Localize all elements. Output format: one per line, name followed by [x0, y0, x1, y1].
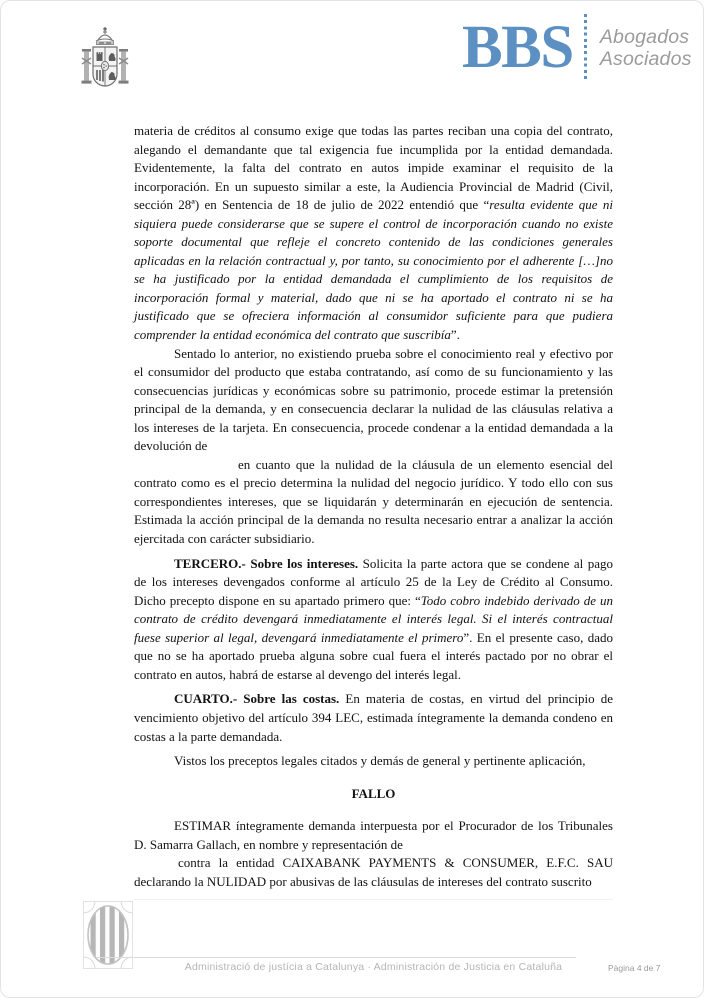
redacted-name-blank: [134, 866, 178, 867]
text-run: Solicita la parte actora que se condene al pago de los intereses devengados conforme al artículo 25 de la Ley de Crédito al Consumo. Dicho precepto dispone en su apartado primero que: “: [134, 555, 613, 608]
paragraph-estimar: [134, 817, 613, 891]
section-heading-tercero: TERCERO.- Sobre los intereses.: [174, 555, 359, 571]
text-run: En materia de costas, en virtud del principio de vencimiento objetivo del artículo 394 LEC, estimada íntegramente la demanda condeno en costas a la parte demandada.: [134, 691, 613, 744]
text-run: en cuanto que la nulidad de la cláusula de un elemento esencial del contrato como es el precio determina la nulidad del negocio jurídico. Y todo ello con sus correspondientes intereses, que se liquidarán y determinarán en ejecución de sentencia. Estimada la acción principal de la demanda no resulta necesario entrar a analizar la acción ejercitada con carácter subsidiario.: [134, 456, 613, 547]
bbs-subtitle-line1: Abogados: [599, 25, 690, 48]
quote-italic-run: Todo cobro indebido derivado de un contrato de crédito devengará inmediatamente el interés legal. Si el interés contractual fuese superior al legal, devengará inmediatamente el primero: [134, 592, 613, 645]
quote-italic-run: resulta evidente que ni siquiera puede considerarse que se supere el control de incorporación cuando no existe soporte documental que refleje el concreto contenido de las condiciones generales aplicadas en la relación contractual y, por tanto, su conocimiento por el adherente […]no se ha justificado por la entidad demandada el cumplimiento de los requisitos de incorporación formal y material, dado que ni se ha aportado el contrato ni se ha justificado que se ofreciera información al consumidor suficiente para que pudiera comprender la entidad económica del contrato que suscribía: [134, 197, 613, 343]
text-run: ESTIMAR íntegramente demanda interpuesta por el Procurador de los Tribunales D. Samarra Gallach, en nombre y representación de: [134, 818, 613, 852]
footer-faint-divider: [134, 899, 613, 900]
text-run: contra la entidad CAIXABANK PAYMENTS & CONSUMER, E.F.C. SAU declarando la NULIDAD por abusivas de las cláusulas de intereses del contrato suscrito: [134, 855, 613, 889]
text-run: materia de créditos al consumo exige que todas las partes reciban una copia del contrato, alegando el demandante que tal exigencia fue incumplida por la entidad demandada. Evidentemente, la falta del contrato en autos impide examinar el requisito de la incorporación. En un supuesto similar a este, la Audiencia Provincial de Madrid (Civil, sección 28ª) en Sentencia de 18 de julio de 2022 entendió que “: [134, 123, 613, 213]
paragraph-sentado: [134, 345, 613, 549]
redacted-amount-blank: [134, 468, 238, 469]
bbs-logo-subtitle: [600, 26, 692, 71]
text-run: ”.: [450, 327, 460, 343]
paragraph-tercero: [134, 555, 613, 685]
page-number: Pàgina 4 de 7: [608, 963, 661, 973]
bbs-logo: [462, 14, 692, 82]
section-heading-cuarto: CUARTO.- Sobre las costas.: [174, 691, 340, 707]
text-run: Sentado lo anterior, no existiendo prueba sobre el conocimiento real y efectivo por el consumidor del producto que estaba contratando, así como de su funcionamiento y las consecuencias jurídicas y económicas sobre su patrimonio, procede estimar la pretensión principal de la demanda, y en consecuencia declarar la nulidad de las cláusulas relativa a los intereses de la tarjeta. En consecuencia, procede condenar a la entidad demandada a la devolución de: [134, 345, 613, 454]
fallo-heading: FALLO: [351, 785, 396, 801]
bbs-subtitle-line2: Asociados: [599, 48, 692, 70]
text-run: ”. En el presente caso, dado que no se ha aportado prueba alguna sobre cual fuera el interés pactado por no obrar el contrato en autos, habrá de estarse al devengo del interés legal.: [134, 629, 613, 682]
bbs-logo-text: BBS: [462, 14, 573, 81]
catalonia-emblem-icon: [83, 901, 133, 969]
spain-coat-of-arms-icon: [79, 25, 131, 97]
text-run: Vistos los preceptos legales citados y demás de general y pertinente aplicación,: [174, 753, 586, 769]
paragraph-incorporacion: [134, 122, 613, 345]
paragraph-cuarto: [134, 690, 613, 746]
dotted-separator-icon: [584, 14, 587, 82]
paragraph-vistos: [134, 752, 613, 771]
footer-divider: [96, 957, 576, 958]
footer-administration-text: Administració de justícia a Catalunya · Administración de Justicia en Cataluña: [184, 961, 563, 973]
judgment-text: [134, 122, 613, 891]
